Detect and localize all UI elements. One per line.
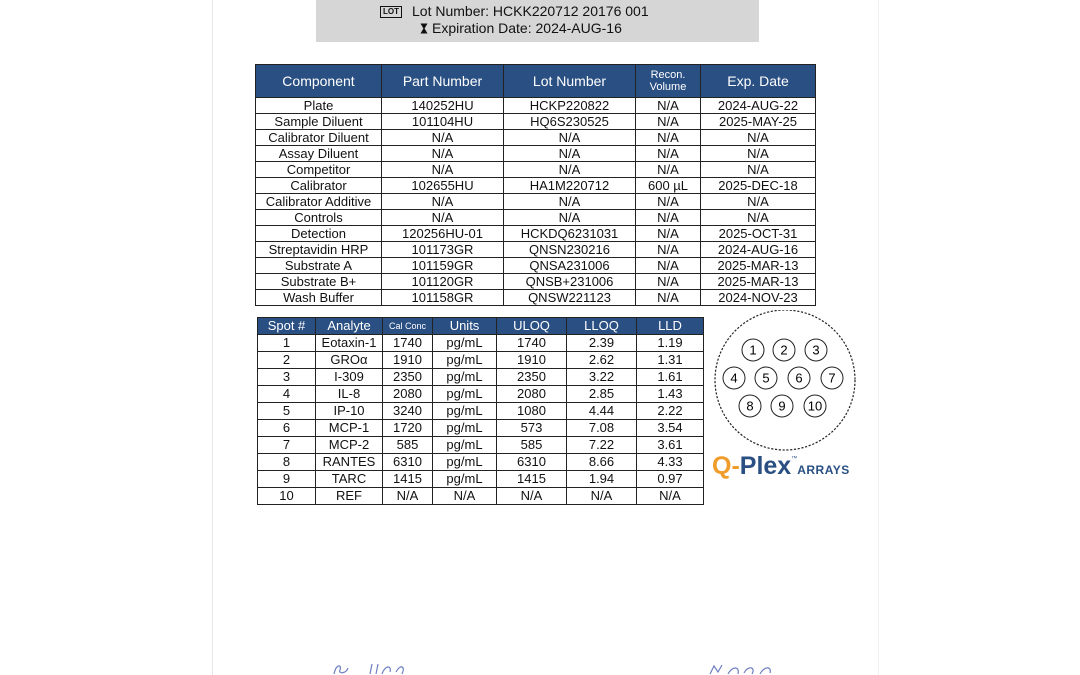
- array-spot-label: 5: [762, 370, 770, 386]
- analyte-cell: 2350: [383, 369, 433, 386]
- analyte-cell: N/A: [567, 488, 637, 505]
- component-cell: 140252HU: [382, 98, 504, 114]
- column-header: Component: [256, 65, 382, 98]
- analyte-row: [258, 454, 704, 471]
- analyte-cell: 3.54: [637, 420, 704, 437]
- component-row: [256, 210, 816, 226]
- component-row: [256, 226, 816, 242]
- array-spot-label: 3: [812, 342, 820, 358]
- analyte-cell: Eotaxin-1: [316, 335, 383, 352]
- lot-icon: LOT: [380, 6, 402, 18]
- component-cell: N/A: [382, 194, 504, 210]
- component-cell: Controls: [256, 210, 382, 226]
- component-cell: N/A: [636, 242, 701, 258]
- component-cell: N/A: [701, 194, 816, 210]
- logo-trademark: ™: [791, 456, 798, 462]
- analyte-cell: 2080: [497, 386, 567, 403]
- analyte-cell: 3.22: [567, 369, 637, 386]
- component-cell: 600 µL: [636, 178, 701, 194]
- component-cell: 2025-MAR-13: [701, 274, 816, 290]
- array-spot-label: 2: [780, 342, 788, 358]
- analyte-cell: pg/mL: [433, 335, 497, 352]
- logo-q: Q-: [712, 452, 740, 480]
- analyte-cell: IL-8: [316, 386, 383, 403]
- analyte-row: [258, 437, 704, 454]
- column-header: Cal Conc: [383, 318, 433, 335]
- component-row: [256, 242, 816, 258]
- array-spot-label: 7: [828, 370, 836, 386]
- component-row: [256, 290, 816, 306]
- component-cell: HCKP220822: [504, 98, 636, 114]
- component-cell: 2025-MAY-25: [701, 114, 816, 130]
- expiration-text: Expiration Date: 2024-AUG-16: [432, 20, 622, 36]
- component-cell: 2025-OCT-31: [701, 226, 816, 242]
- analyte-cell: pg/mL: [433, 471, 497, 488]
- component-cell: Calibrator: [256, 178, 382, 194]
- component-cell: N/A: [636, 114, 701, 130]
- component-cell: N/A: [382, 210, 504, 226]
- component-row: [256, 98, 816, 114]
- analyte-cell: pg/mL: [433, 386, 497, 403]
- component-cell: Detection: [256, 226, 382, 242]
- component-cell: QNSB+231006: [504, 274, 636, 290]
- analyte-cell: 2350: [497, 369, 567, 386]
- component-cell: N/A: [382, 130, 504, 146]
- analyte-cell: 2.62: [567, 352, 637, 369]
- column-header: Exp. Date: [701, 65, 816, 98]
- component-cell: N/A: [701, 146, 816, 162]
- logo-plex: Plex: [739, 452, 792, 480]
- component-cell: N/A: [636, 290, 701, 306]
- analyte-cell: 573: [497, 420, 567, 437]
- analyte-cell: pg/mL: [433, 369, 497, 386]
- component-cell: Sample Diluent: [256, 114, 382, 130]
- component-cell: HCKDQ6231031: [504, 226, 636, 242]
- analyte-cell: MCP-2: [316, 437, 383, 454]
- component-row: [256, 146, 816, 162]
- analyte-cell: pg/mL: [433, 352, 497, 369]
- analyte-cell: 1.43: [637, 386, 704, 403]
- analyte-cell: 8: [258, 454, 316, 471]
- component-cell: N/A: [636, 130, 701, 146]
- component-row: [256, 162, 816, 178]
- analyte-cell: 4.44: [567, 403, 637, 420]
- component-row: [256, 114, 816, 130]
- component-table: [255, 64, 816, 306]
- component-cell: N/A: [701, 130, 816, 146]
- component-cell: N/A: [636, 226, 701, 242]
- analyte-cell: TARC: [316, 471, 383, 488]
- component-cell: 101159GR: [382, 258, 504, 274]
- component-row: [256, 258, 816, 274]
- column-header: LLOQ: [567, 318, 637, 335]
- column-header: LLD: [637, 318, 704, 335]
- analyte-cell: 10: [258, 488, 316, 505]
- component-cell: Plate: [256, 98, 382, 114]
- analyte-cell: N/A: [433, 488, 497, 505]
- component-cell: N/A: [636, 210, 701, 226]
- component-row: [256, 274, 816, 290]
- array-spot-diagram: [712, 310, 858, 456]
- array-spot-label: 6: [795, 370, 803, 386]
- analyte-cell: 3.61: [637, 437, 704, 454]
- component-cell: HA1M220712: [504, 178, 636, 194]
- column-header: Lot Number: [504, 65, 636, 98]
- logo-arrays: ARRAYS: [797, 463, 850, 477]
- analyte-cell: 1080: [497, 403, 567, 420]
- analyte-cell: 1740: [383, 335, 433, 352]
- component-cell: Calibrator Diluent: [256, 130, 382, 146]
- analyte-cell: 4: [258, 386, 316, 403]
- analyte-cell: MCP-1: [316, 420, 383, 437]
- analyte-cell: 9: [258, 471, 316, 488]
- analyte-cell: 0.97: [637, 471, 704, 488]
- component-cell: N/A: [382, 162, 504, 178]
- component-cell: N/A: [636, 146, 701, 162]
- component-row: [256, 130, 816, 146]
- analyte-cell: 4.33: [637, 454, 704, 471]
- analyte-cell: 1720: [383, 420, 433, 437]
- analyte-cell: pg/mL: [433, 403, 497, 420]
- component-cell: N/A: [701, 210, 816, 226]
- analyte-row: [258, 420, 704, 437]
- component-cell: N/A: [504, 130, 636, 146]
- analyte-cell: 1415: [383, 471, 433, 488]
- analyte-row: [258, 369, 704, 386]
- column-header: Part Number: [382, 65, 504, 98]
- component-cell: 2024-AUG-22: [701, 98, 816, 114]
- analyte-row: [258, 335, 704, 352]
- component-cell: QNSA231006: [504, 258, 636, 274]
- component-cell: N/A: [382, 146, 504, 162]
- array-spot-label: 9: [778, 398, 786, 414]
- component-cell: 2024-AUG-16: [701, 242, 816, 258]
- analyte-cell: 6310: [383, 454, 433, 471]
- component-cell: QNSN230216: [504, 242, 636, 258]
- component-cell: Assay Diluent: [256, 146, 382, 162]
- analyte-cell: 1: [258, 335, 316, 352]
- column-header: Analyte: [316, 318, 383, 335]
- analyte-cell: 7.08: [567, 420, 637, 437]
- component-cell: Substrate A: [256, 258, 382, 274]
- analyte-cell: 1415: [497, 471, 567, 488]
- component-cell: N/A: [636, 194, 701, 210]
- component-cell: 2025-MAR-13: [701, 258, 816, 274]
- analyte-row: [258, 403, 704, 420]
- analyte-cell: I-309: [316, 369, 383, 386]
- component-cell: 101120GR: [382, 274, 504, 290]
- component-cell: 2024-NOV-23: [701, 290, 816, 306]
- analyte-cell: pg/mL: [433, 454, 497, 471]
- component-cell: N/A: [504, 146, 636, 162]
- component-row: [256, 178, 816, 194]
- expiration-line: [420, 20, 622, 36]
- column-header: Recon. Volume: [636, 65, 701, 98]
- component-cell: 102655HU: [382, 178, 504, 194]
- analyte-cell: RANTES: [316, 454, 383, 471]
- analyte-cell: IP-10: [316, 403, 383, 420]
- component-cell: N/A: [636, 274, 701, 290]
- analyte-row: [258, 471, 704, 488]
- analyte-cell: 1910: [383, 352, 433, 369]
- analyte-cell: 7.22: [567, 437, 637, 454]
- array-spot-label: 1: [749, 342, 757, 358]
- q-plex-logo: [712, 452, 850, 481]
- lot-number-line: [380, 3, 649, 19]
- page-edge: [212, 0, 213, 675]
- hourglass-icon: [420, 23, 428, 34]
- component-cell: 101104HU: [382, 114, 504, 130]
- analyte-cell: 585: [497, 437, 567, 454]
- analyte-cell: 2080: [383, 386, 433, 403]
- component-cell: N/A: [504, 162, 636, 178]
- analyte-cell: 1.61: [637, 369, 704, 386]
- analyte-cell: 2: [258, 352, 316, 369]
- analyte-cell: 3240: [383, 403, 433, 420]
- component-cell: N/A: [504, 194, 636, 210]
- component-cell: N/A: [636, 162, 701, 178]
- analyte-cell: N/A: [497, 488, 567, 505]
- analyte-cell: pg/mL: [433, 437, 497, 454]
- analyte-row: [258, 386, 704, 403]
- analyte-cell: GROα: [316, 352, 383, 369]
- component-cell: N/A: [636, 98, 701, 114]
- component-table-header: [256, 65, 816, 98]
- column-header: Spot #: [258, 318, 316, 335]
- component-cell: 120256HU-01: [382, 226, 504, 242]
- component-cell: 101158GR: [382, 290, 504, 306]
- analyte-row: [258, 352, 704, 369]
- analyte-cell: 2.85: [567, 386, 637, 403]
- analyte-cell: 585: [383, 437, 433, 454]
- array-spot-label: 8: [746, 398, 754, 414]
- component-cell: Competitor: [256, 162, 382, 178]
- analyte-row: [258, 488, 704, 505]
- component-cell: QNSW221123: [504, 290, 636, 306]
- analyte-cell: REF: [316, 488, 383, 505]
- page-edge: [878, 0, 879, 675]
- component-cell: 2025-DEC-18: [701, 178, 816, 194]
- analyte-cell: 6: [258, 420, 316, 437]
- analyte-cell: 2.39: [567, 335, 637, 352]
- handwritten-annotation: [330, 662, 830, 675]
- analyte-cell: 7: [258, 437, 316, 454]
- component-cell: Calibrator Additive: [256, 194, 382, 210]
- analyte-cell: 1910: [497, 352, 567, 369]
- analyte-cell: 1.19: [637, 335, 704, 352]
- component-cell: N/A: [701, 162, 816, 178]
- column-header: ULOQ: [497, 318, 567, 335]
- component-cell: Substrate B+: [256, 274, 382, 290]
- analyte-cell: N/A: [637, 488, 704, 505]
- component-cell: HQ6S230525: [504, 114, 636, 130]
- component-cell: N/A: [504, 210, 636, 226]
- analyte-cell: 1.94: [567, 471, 637, 488]
- analyte-cell: 1.31: [637, 352, 704, 369]
- array-spot-label: 10: [807, 398, 823, 414]
- analyte-cell: 5: [258, 403, 316, 420]
- analyte-cell: 3: [258, 369, 316, 386]
- analyte-cell: N/A: [383, 488, 433, 505]
- analyte-table: [257, 317, 704, 505]
- component-cell: 101173GR: [382, 242, 504, 258]
- component-row: [256, 194, 816, 210]
- analyte-cell: 6310: [497, 454, 567, 471]
- component-cell: Streptavidin HRP: [256, 242, 382, 258]
- analyte-cell: 8.66: [567, 454, 637, 471]
- lot-number-text: Lot Number: HCKK220712 20176 001: [412, 3, 649, 19]
- analyte-cell: 1740: [497, 335, 567, 352]
- analyte-cell: 2.22: [637, 403, 704, 420]
- array-spot-label: 4: [730, 370, 738, 386]
- analyte-table-header: [258, 318, 704, 335]
- component-cell: Wash Buffer: [256, 290, 382, 306]
- column-header: Units: [433, 318, 497, 335]
- analyte-cell: pg/mL: [433, 420, 497, 437]
- component-cell: N/A: [636, 258, 701, 274]
